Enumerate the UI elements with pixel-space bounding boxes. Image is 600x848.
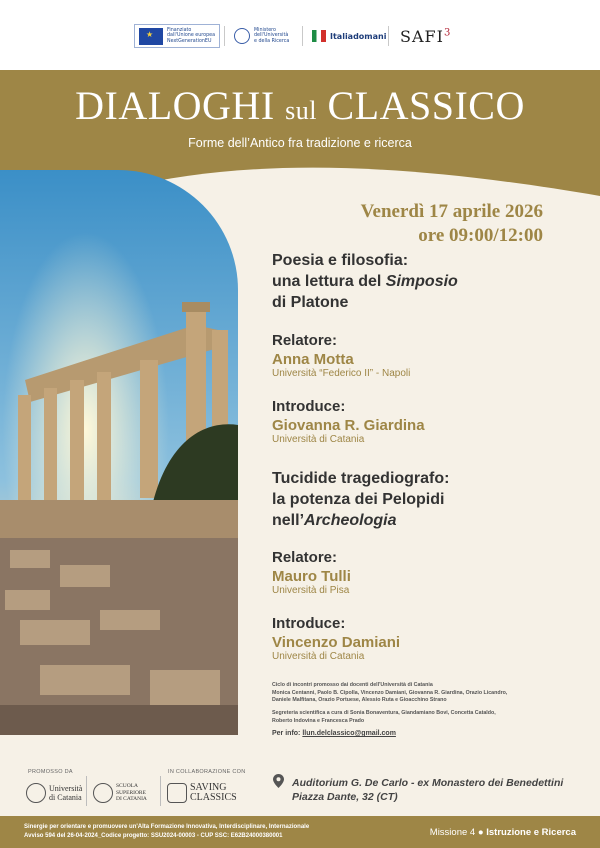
temple-photo [0, 170, 238, 735]
mur-logo-text: Ministero dell'Università e della Ricerca [254, 27, 290, 44]
event-date: Venerdì 17 aprile 2026 [360, 201, 543, 222]
eu-logo-text: Finanziato dall'Unione europea NextGenerationEU [167, 27, 216, 44]
footer-project-info: Sinergie per orientare e promuovere un'Alta Formazione Innovativa, Interdisciplinare, Internazionale Avviso 594 del 26-04-2024_Codice progetto: SSU2024-00003 - CUP SSC: E62B24000380001 [24, 824, 310, 839]
talk-1 [272, 250, 458, 313]
introducer-name: Vincenzo Damiani [272, 634, 401, 651]
contact-info [272, 730, 396, 737]
italiadomani-logo [312, 24, 386, 48]
introducer-affiliation: Università di Catania [272, 434, 365, 445]
speaker-name: Mauro Tulli [272, 568, 351, 585]
speaker-name: Anna Motta [272, 351, 354, 368]
divider [86, 776, 87, 806]
ssc-seal-icon [93, 783, 113, 803]
ssc-logo-text: SCUOLA SUPERIORE DI CATANIA [116, 783, 147, 803]
event-subtitle: Forme dell’Antico fra tradizione e ricerca [188, 136, 412, 150]
divider [302, 26, 303, 46]
talk-1-introducer [272, 398, 425, 445]
contact-label: Per info: [272, 730, 303, 737]
unict-logo [26, 781, 82, 805]
venue-address: Piazza Dante, 32 (CT) [292, 791, 398, 803]
temple-image [0, 170, 238, 735]
event-title: DIALOGHI sul CLASSICO [75, 83, 525, 128]
introducer-name: Giovanna R. Giardina [272, 417, 425, 434]
talk-1-speaker [272, 332, 410, 379]
speaker-role: Relatore: [272, 332, 338, 349]
divider [388, 26, 389, 46]
unict-logo-text: Università di Catania [49, 784, 83, 802]
introducer-role: Introduce: [272, 398, 346, 415]
mur-seal-icon [234, 28, 250, 44]
unict-seal-icon [26, 783, 46, 803]
speaker-affiliation: Università “Federico II” - Napoli [272, 368, 411, 379]
speaker-affiliation: Università di Pisa [272, 585, 350, 596]
organizers-credits: Ciclo di incontri promosso dai docenti dell'Università di Catania Monica Centanni, Paolo B. Cipolla, Vincenzo Damiani, Giovanna R. Giardina, Orazio Licandro, Daniele Malfitana, Orazio Portuese, Alessio Ruta e Gioacchino Strano [272, 682, 508, 704]
talk-2 [272, 468, 449, 531]
mur-logo [234, 24, 289, 48]
footer-mission: Missione 4 ● Istruzione e Ricerca [429, 827, 576, 838]
italiadomani-text: Italiadomani [330, 31, 387, 41]
italy-flag-icon [312, 30, 326, 42]
saving-classics-logo [167, 781, 237, 805]
collaboration-label: IN COLLABORAZIONE CON [168, 769, 246, 775]
speaker-role: Relatore: [272, 549, 338, 566]
eu-logo [134, 24, 220, 48]
ssc-logo [93, 781, 147, 805]
introducer-affiliation: Università di Catania [272, 651, 365, 662]
saving-classics-icon [167, 783, 187, 803]
event-date-time [361, 200, 543, 248]
venue-name: Auditorium G. De Carlo - ex Monastero dei Benedettini [292, 777, 564, 789]
contact-email-link[interactable]: llun.delclassico@gmail.com [302, 730, 396, 737]
event-time: ore 09:00/12:00 [418, 225, 543, 246]
venue [292, 776, 563, 804]
safi-logo-text: SAFI$^3$ [400, 26, 452, 46]
talk-1-title: Poesia e filosofia: una lettura del Simposio di Platone [272, 252, 458, 311]
divider [224, 26, 225, 46]
saving-classics-text: SAVING CLASSICS [190, 782, 237, 803]
talk-2-introducer [272, 615, 400, 662]
divider [160, 776, 161, 806]
talk-2-title: Tucidide tragediografo: la potenza dei Pelopidi nell’Archeologia [272, 470, 450, 529]
promoted-by-label: PROMOSSO DA [28, 769, 73, 775]
talk-2-speaker [272, 549, 351, 596]
safi-logo [400, 24, 451, 48]
secretariat-credits: Segreteria scientifica a cura di Sonia Bonaventura, Giandamiano Bovi, Concetta Cataldo, Roberto Indovina e Francesca Prado [272, 710, 496, 724]
introducer-role: Introduce: [272, 615, 346, 632]
eu-flag-icon [139, 28, 163, 45]
location-pin-icon [273, 774, 284, 788]
logo-strip [0, 0, 600, 72]
